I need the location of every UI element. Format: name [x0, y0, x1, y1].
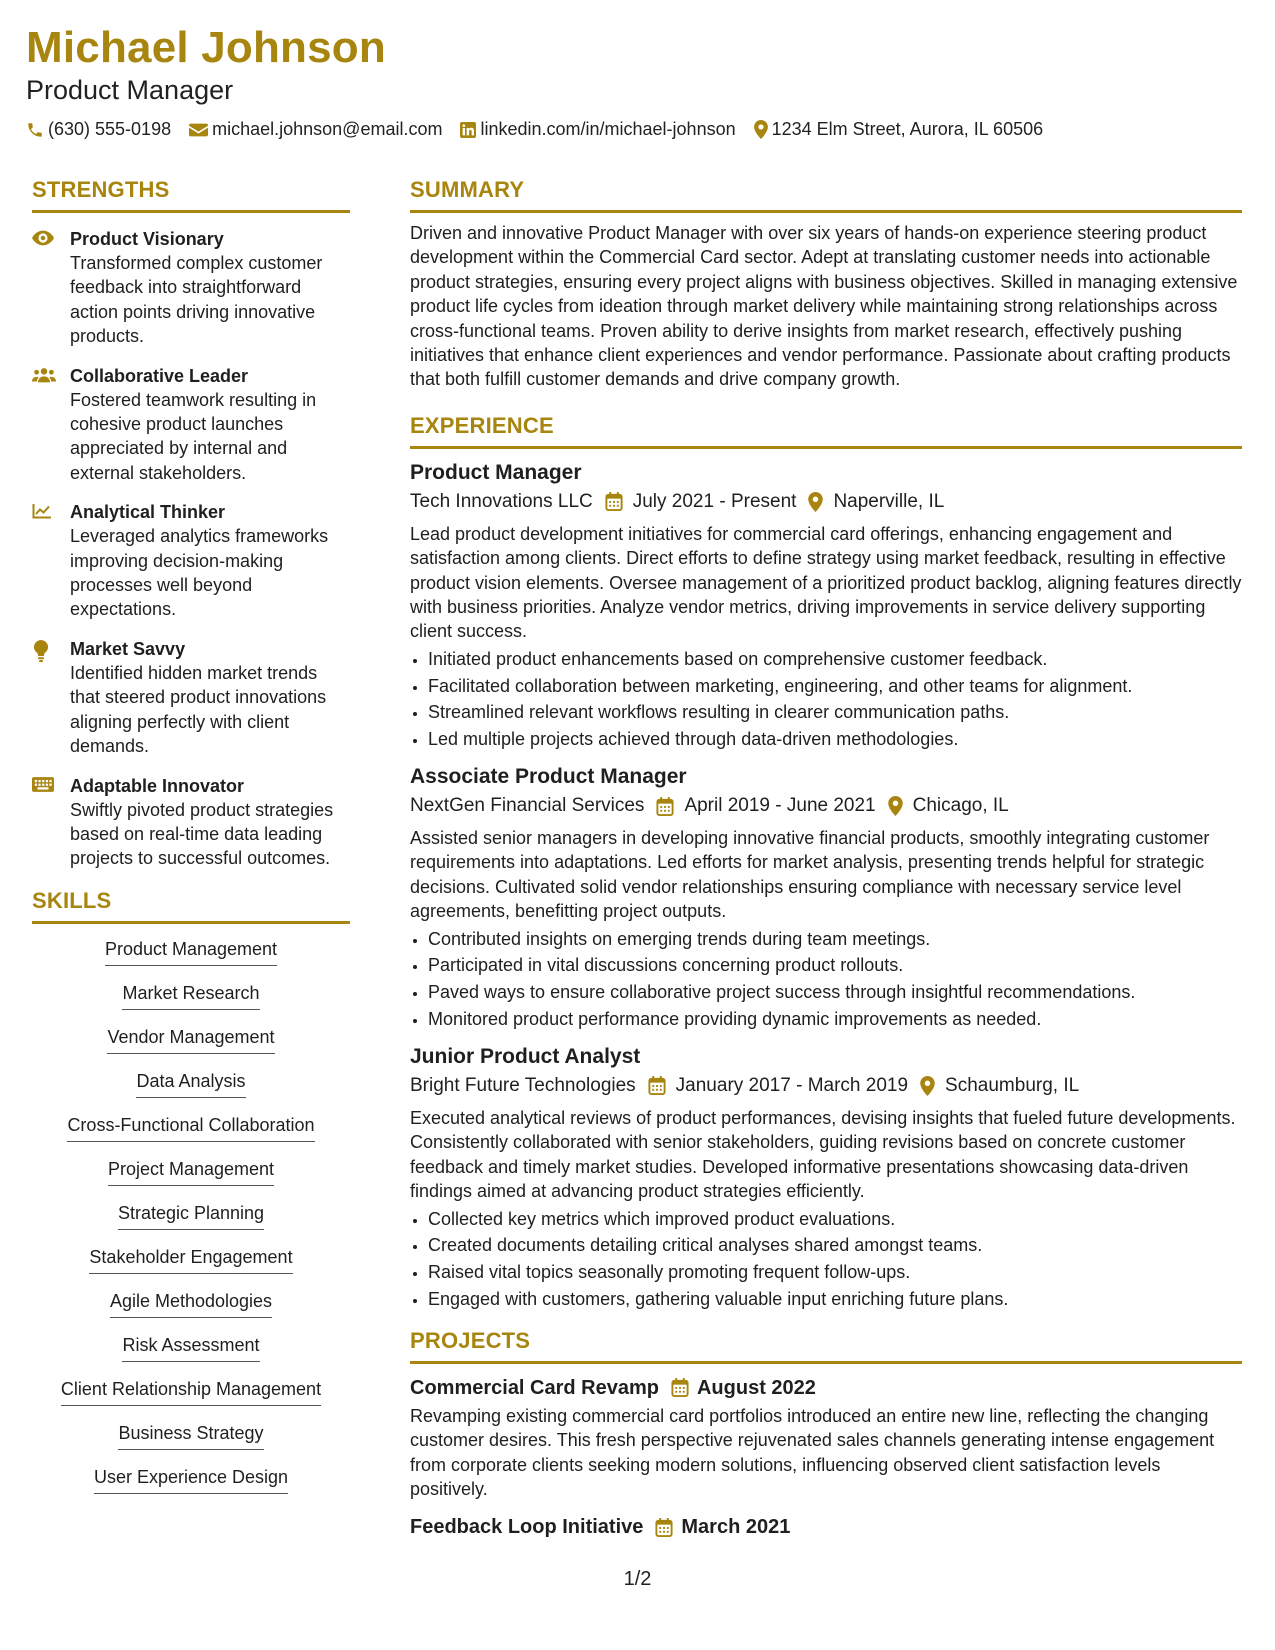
strength-item [32, 364, 350, 486]
job-bullet: • Contributed insights on emerging trends during team meetings. [428, 926, 1242, 953]
skill-item: Agile Methodologies [110, 1290, 272, 1318]
keyboard-icon [32, 774, 56, 871]
strength-title: Analytical Thinker [70, 502, 226, 523]
linkedin-link[interactable]: linkedin.com/in/michael-johnson [480, 119, 736, 139]
contact-phone [26, 119, 171, 140]
calendar-icon [656, 797, 674, 816]
job-location: Schaumburg, IL [945, 1074, 1080, 1096]
strength-title: Collaborative Leader [70, 365, 249, 386]
project-header [410, 1513, 1242, 1541]
linkedin-icon [460, 122, 476, 138]
calendar-icon [648, 1076, 666, 1095]
strength-desc: Identified hidden market trends that steered product innovations aligning perfectly with client demands. [70, 662, 327, 757]
skill-item: Strategic Planning [118, 1202, 264, 1230]
skill-item: Project Management [108, 1158, 274, 1186]
job-title: Associate Product Manager [410, 765, 687, 789]
job-bullet: • Created documents detailing critical analyses shared amongst teams. [428, 1232, 1242, 1259]
job-location: Chicago, IL [912, 795, 1009, 817]
contact-address [754, 119, 1044, 140]
job-meta [410, 792, 1242, 820]
job-bullet: • Engaged with customers, gathering valuable input enriching future plans. [428, 1286, 1242, 1313]
job-bullet: • Initiated product enhancements based on comprehensive customer feedback. [428, 646, 1242, 673]
skill-item: Business Strategy [118, 1422, 263, 1450]
job-company: Bright Future Technologies [410, 1074, 636, 1096]
job-dates: July 2021 - Present [632, 490, 797, 512]
contact-email[interactable] [189, 119, 442, 140]
envelope-icon [189, 122, 208, 138]
map-pin-icon [920, 1076, 935, 1096]
strength-title: Adaptable Innovator [70, 775, 245, 796]
skills-heading: SKILLS [32, 887, 350, 924]
users-icon [32, 364, 56, 486]
strength-item [32, 637, 350, 759]
summary-text: Driven and innovative Product Manager with over six years of hands-on experience steering product development within the Commercial Card sector. Adept at translating customer needs into actionable product strategies, ensuring every project aligns with business objectives. Skilled in managing extensive product life cycles from ideation through market delivery while maintaining strong relationships across cross-functional teams. Proven ability to derive insights from market research, effectively pushing initiatives that enhance client experiences and vendor performance. Passionate about crafting products that both fulfill customer demands and drive company growth. [410, 223, 1238, 390]
job-dates: January 2017 - March 2019 [675, 1074, 909, 1096]
calendar-icon [671, 1378, 689, 1397]
map-pin-icon [888, 796, 903, 816]
project-header [410, 1374, 1242, 1402]
strength-title: Product Visionary [70, 229, 224, 249]
eye-icon [32, 227, 56, 349]
job-title: Junior Product Analyst [410, 1044, 641, 1068]
summary-heading: SUMMARY [410, 176, 1242, 213]
skill-item: Product Management [105, 938, 277, 966]
strength-desc: Transformed complex customer feedback into straightforward action points driving innovative products. [70, 253, 323, 347]
job-bullets [410, 1206, 1242, 1313]
skill-item: Client Relationship Management [61, 1378, 321, 1406]
job-entry [410, 763, 1242, 1033]
job-bullet: • Raised vital topics seasonally promoting frequent follow-ups. [428, 1259, 1242, 1286]
strengths-list [32, 227, 350, 871]
email-link[interactable]: michael.johnson@email.com [212, 119, 443, 139]
job-dates: April 2019 - June 2021 [684, 795, 876, 817]
phone-icon [26, 121, 44, 139]
map-pin-icon [808, 492, 823, 512]
job-description: Lead product development initiatives for commercial card offerings, enhancing engagement and satisfaction among clients. Direct efforts to define strategy using market feedback, resulting in effective product vision elements. Oversee management of a prioritized product backlog, aligning features directly with business priorities. Analyze vendor metrics, driving improvements in service delivery supporting client success. [410, 523, 1242, 642]
phone-text: (630) 555-0198 [48, 119, 172, 139]
map-pin-icon [754, 120, 768, 139]
job-bullet: • Participated in vital discussions concerning product rollouts. [428, 952, 1242, 979]
calendar-icon [655, 1518, 673, 1537]
page-number: 1/2 [623, 1568, 652, 1590]
project-date: March 2021 [681, 1516, 791, 1539]
job-bullet: • Paved ways to ensure collaborative project success through insightful recommendations. [428, 979, 1242, 1006]
calendar-icon [605, 492, 623, 511]
job-meta [410, 488, 1242, 516]
strength-desc: Swiftly pivoted product strategies based on real-time data leading projects to successful outcomes. [70, 799, 334, 869]
contact-linkedin[interactable] [460, 119, 735, 140]
projects-heading: PROJECTS [410, 1327, 1242, 1364]
skill-item: Cross-Functional Collaboration [67, 1114, 314, 1142]
skill-item: Data Analysis [136, 1070, 245, 1098]
strength-title: Market Savvy [70, 638, 186, 659]
project-date: August 2022 [696, 1376, 816, 1399]
contact-bar [26, 119, 1043, 140]
job-company: NextGen Financial Services [410, 795, 645, 817]
address-text: 1234 Elm Street, Aurora, IL 60506 [771, 119, 1044, 139]
skill-item: Market Research [122, 982, 259, 1010]
project-title: Commercial Card Revamp [410, 1376, 659, 1399]
strength-item [32, 774, 350, 871]
skill-item: Risk Assessment [122, 1334, 259, 1362]
job-description: Executed analytical reviews of product performances, devising insights that fueled future developments. Consistently collaborated with senior stakeholders, guiding revisions based on concrete customer feedback and timely market studies. Developed informative presentations showcasing data-driven findings aimed at advancing product strategies efficiently. [410, 1107, 1236, 1202]
job-entry [410, 1043, 1242, 1313]
lightbulb-icon [32, 637, 56, 759]
job-description: Assisted senior managers in developing innovative financial products, smoothly integrating customer requirements into adaptations. Led efforts for market analysis, presenting trends helpful for strategic decisions. Cultivated solid vendor relationships ensuring compliance with necessary service level agreements, benefitting project outputs. [410, 828, 1210, 922]
strength-item [32, 500, 350, 622]
skills-list [32, 938, 350, 1510]
project-title: Feedback Loop Initiative [410, 1516, 644, 1539]
resume-header [26, 22, 1043, 140]
strengths-heading: STRENGTHS [32, 176, 350, 213]
chart-line-icon [32, 500, 56, 622]
skill-item: Vendor Management [107, 1026, 274, 1054]
strength-desc: Leveraged analytics frameworks improving decision-making processes well beyond expectations. [70, 526, 329, 620]
job-bullet: • Led multiple projects achieved through data-driven methodologies. [428, 726, 1242, 753]
job-title: Product Manager [410, 460, 582, 484]
job-bullets [410, 926, 1242, 1033]
project-entry [410, 1513, 1242, 1541]
job-location: Naperville, IL [833, 490, 945, 512]
strength-item [32, 227, 350, 349]
project-entry [410, 1374, 1242, 1502]
project-description: Revamping existing commercial card portfolios introduced an entire new line, reflecting the changing customer desires. This fresh perspective rejuvenated sales channels generating intense engagement from corporate clients seeking modern solutions, influencing observed client satisfaction levels positively. [410, 1405, 1215, 1499]
job-company: Tech Innovations LLC [410, 490, 593, 512]
candidate-name: Michael Johnson [26, 23, 386, 72]
job-bullet: • Facilitated collaboration between marketing, engineering, and other teams for alignment. [428, 673, 1242, 700]
left-column [32, 176, 350, 1510]
job-meta [410, 1072, 1242, 1100]
skill-item: User Experience Design [94, 1466, 288, 1494]
strength-desc: Fostered teamwork resulting in cohesive product launches appreciated by internal and external stakeholders. [70, 389, 317, 483]
right-column [410, 176, 1242, 1541]
job-entry [410, 459, 1242, 753]
candidate-role: Product Manager [26, 75, 234, 105]
job-bullets [410, 646, 1242, 753]
skill-item: Stakeholder Engagement [89, 1246, 292, 1274]
job-bullet: • Collected key metrics which improved product evaluations. [428, 1206, 1242, 1233]
experience-heading: EXPERIENCE [410, 412, 1242, 449]
job-bullet: • Streamlined relevant workflows resulting in clearer communication paths. [428, 699, 1242, 726]
job-bullet: • Monitored product performance providing dynamic improvements as needed. [428, 1006, 1242, 1033]
